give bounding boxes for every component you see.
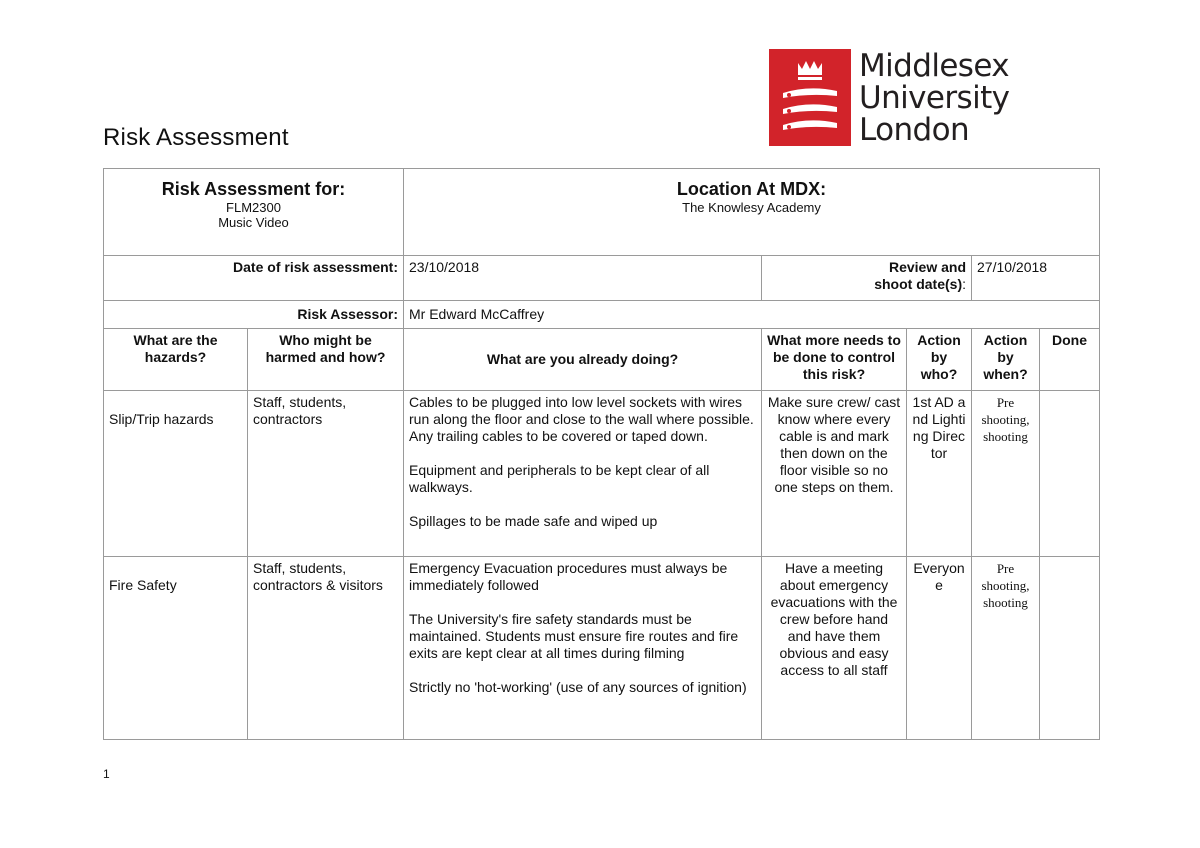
assessor-value: Mr Edward McCaffrey [409,306,545,322]
hazard-cell: Slip/Trip hazards [104,391,248,557]
review-value-cell [972,256,1100,301]
review-label-line-1: Review and [888,259,966,275]
review-label-cell: Review and shoot date(s): [762,256,972,301]
action-who-cell: 1st AD and Lighting Director [907,391,972,557]
doing-paragraph: The University's fire safety standards must be maintained. Students must ensure fire routes and fire exits are kept clear at all times during filming [409,611,739,661]
table-row [104,391,1100,557]
header-row-assessor [104,301,1100,329]
col-hazards-header: What are the hazards? [104,329,248,391]
col-action-who-header: Action by who? [907,329,972,391]
assessor-label-cell [104,301,404,329]
col-action-when-header: Action by when? [972,329,1040,391]
doing-paragraph: Spillages to be made safe and wiped up [409,513,658,529]
doing-paragraph: Emergency Evacuation procedures must always be immediately followed [409,560,728,593]
col-done-header: Done [1040,329,1100,391]
more-cell: Make sure crew/ cast know where every cable is and mark then down on the floor visible so no one steps on them. [762,391,907,557]
action-when-cell: Pre shooting, shooting [972,557,1040,740]
logo-line-2: University [859,79,1010,116]
university-logo [769,49,1010,146]
logo-line-3: London [859,111,970,148]
column-header-row [104,329,1100,391]
more-cell: Have a meeting about emergency evacuations with the crew before hand and have them obvious and easy access to all staff [762,557,907,740]
action-when-cell: Pre shooting, shooting [972,391,1040,557]
location-cell [404,169,1100,256]
assessor-label: Risk Assessor: [297,306,398,322]
assessment-for-code: FLM2300 [226,200,281,215]
page-number: 1 [103,767,110,781]
header-row-subject [104,169,1100,256]
review-label-line-2: shoot date(s) [874,276,963,292]
risk-assessment-table [103,168,1100,740]
doing-paragraph: Strictly no 'hot-working' (use of any sources of ignition) [409,679,747,695]
col-doing-header: What are you already doing? [404,329,762,391]
shield-icon [769,49,851,146]
date-label: Date of risk assessment: [233,259,398,275]
who-cell: Staff, students, contractors & visitors [248,557,404,740]
page-title: Risk Assessment [103,124,289,151]
who-cell: Staff, students, contractors [248,391,404,557]
table-row [104,557,1100,740]
date-label-cell [104,256,404,301]
assessment-for-cell [104,169,404,256]
location-label: Location At MDX: [676,179,827,199]
assessor-value-cell [404,301,1100,329]
doing-cell [404,391,762,557]
location-value: The Knowlesy Academy [682,200,821,215]
assessment-for-desc: Music Video [218,215,289,230]
date-value-cell [404,256,762,301]
col-who-header: Who might be harmed and how? [248,329,404,391]
doing-paragraph: Equipment and peripherals to be kept clear of all walkways. [409,462,710,495]
col-more-header: What more needs to be done to control this risk? [762,329,907,391]
logo-wordmark [859,47,1010,148]
assessment-for-label: Risk Assessment for: [161,179,346,199]
review-value: 27/10/2018 [977,259,1048,275]
done-cell [1040,391,1100,557]
hazard-cell: Fire Safety [104,557,248,740]
doing-paragraph: Cables to be plugged into low level sockets with wires run along the floor and close to the wall where possible. Any trailing cables to be covered or taped down. [409,394,754,444]
date-value: 23/10/2018 [409,259,480,275]
action-who-cell: Everyone [907,557,972,740]
doing-cell [404,557,762,740]
logo-line-1: Middlesex [859,47,1010,84]
done-cell [1040,557,1100,740]
header-row-dates [104,256,1100,301]
